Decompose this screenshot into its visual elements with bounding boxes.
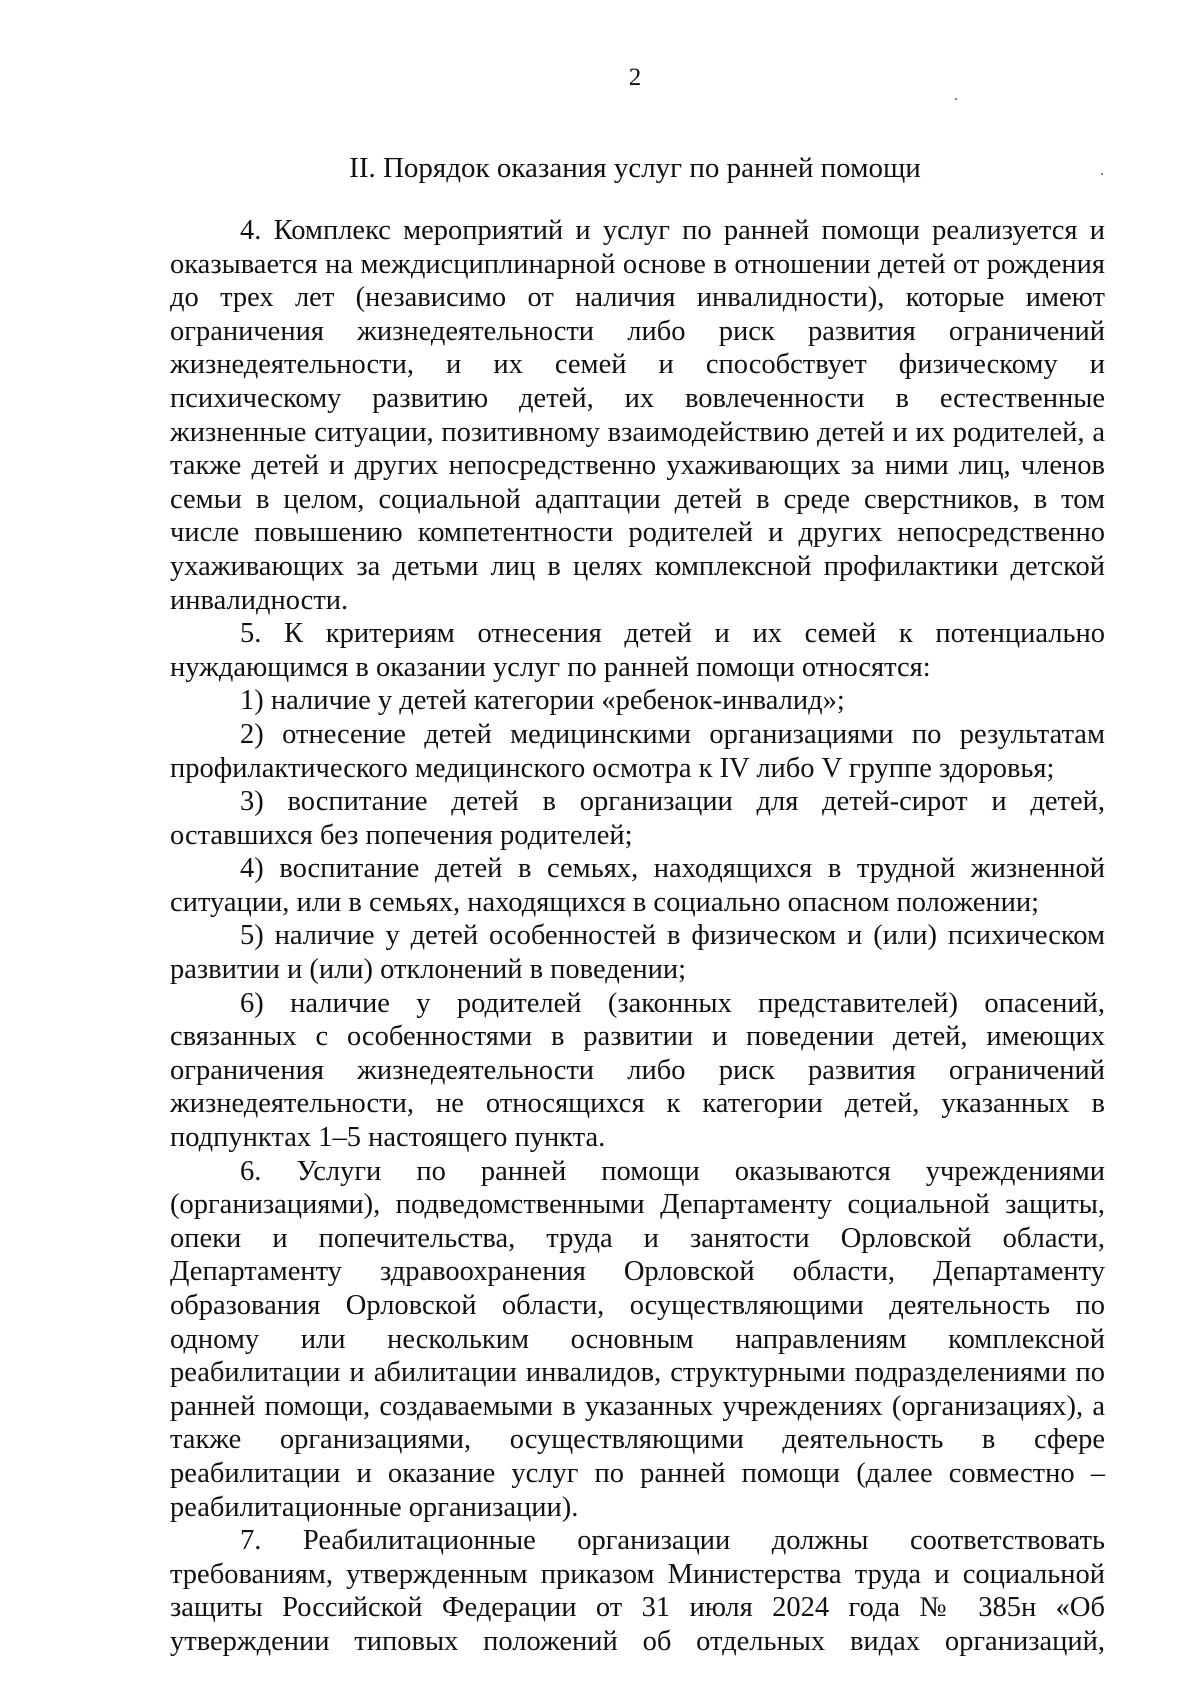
subitem-2: 2) отнесение детей медицинскими организациями по результатам профилактического медицинского осмотра к IV либо V группе здоровья; bbox=[170, 718, 1105, 784]
page-number: 2 bbox=[628, 64, 642, 91]
scan-speck bbox=[1101, 173, 1103, 175]
paragraph-item-7: 7. Реабилитационные организации должны соответствовать требованиям, утвержденным приказом Министерства труда и социальной защиты Российской Федерации от 31 июля 2024 года № 385н «Об утверждении типовых положений об отдельных видах организаций, bbox=[170, 1525, 1105, 1657]
paragraph-item-6: 6. Услуги по ранней помощи оказываются учреждениями (организациями), подведомственными Департаменту социальной защиты, опеки и попечительства, труда и занятости Орловской области, Департаменту здравоохранения Орловской области, Департаменту образования Орловской области, осуществляющими деятельность по одному или нескольким основным направлениям комплексной реабилитации и абилитации инвалидов, структурными подразделениями по ранней помощи, создаваемыми в указанных учреждениях (организациях), а также организациями, осуществляющими деятельность в сфере реабилитации и оказание услуг по ранней помощи (далее совместно – реабилитационные организации). bbox=[170, 1155, 1105, 1523]
paragraph-item-5: 5. К критериям отнесения детей и их семей к потенциально нуждающимся в оказании услуг по ранней помощи относятся: bbox=[170, 618, 1105, 683]
subitem-6: 6) наличие у родителей (законных представителей) опасений, связанных с особенностями в развитии и поведении детей, имеющих ограничения жизнедеятельности либо риск развития ограничений жизнедеятельности, не относящихся к категории детей, указанных в подпунктах 1–5 настоящего пункта. bbox=[170, 987, 1105, 1154]
subitem-5: 5) наличие у детей особенностей в физическом и (или) психическом развитии и (или) отклонений в поведении; bbox=[170, 920, 1105, 986]
subitem-4: 4) воспитание детей в семьях, находящихся в трудной жизненной ситуации, или в семьях, находящихся в социально опасном положении; bbox=[170, 853, 1105, 918]
scan-speck bbox=[955, 98, 957, 100]
subitem-3: 3) воспитание детей в организации для детей-сирот и детей, оставшихся без попечения родителей; bbox=[170, 786, 1105, 851]
subitem-1: 1) наличие у детей категории «ребенок-инвалид»; bbox=[240, 685, 845, 717]
paragraph-item-4: 4. Комплекс мероприятий и услуг по ранней помощи реализуется и оказывается на междисциплинарной основе в отношении детей от рождения до трех лет (независимо от наличия инвалидности), которые имеют ограничения жизнедеятельности либо риск развития ограничений жизнедеятельности, и их семей и способствует физическому и психическому развитию детей, их вовлеченности в естественные жизненные ситуации, позитивному взаимодействию детей и их родителей, а также детей и других непосредственно ухаживающих за ними лиц, членов семьи в целом, социальной адаптации детей в среде сверстников, в том числе повышению компетентности родителей и других непосредственно ухаживающих за детьми лиц в целях комплексной профилактики детской инвалидности. bbox=[170, 215, 1105, 616]
section-title: II. Порядок оказания услуг по ранней помощи bbox=[349, 152, 921, 184]
document-body bbox=[170, 214, 1105, 1659]
